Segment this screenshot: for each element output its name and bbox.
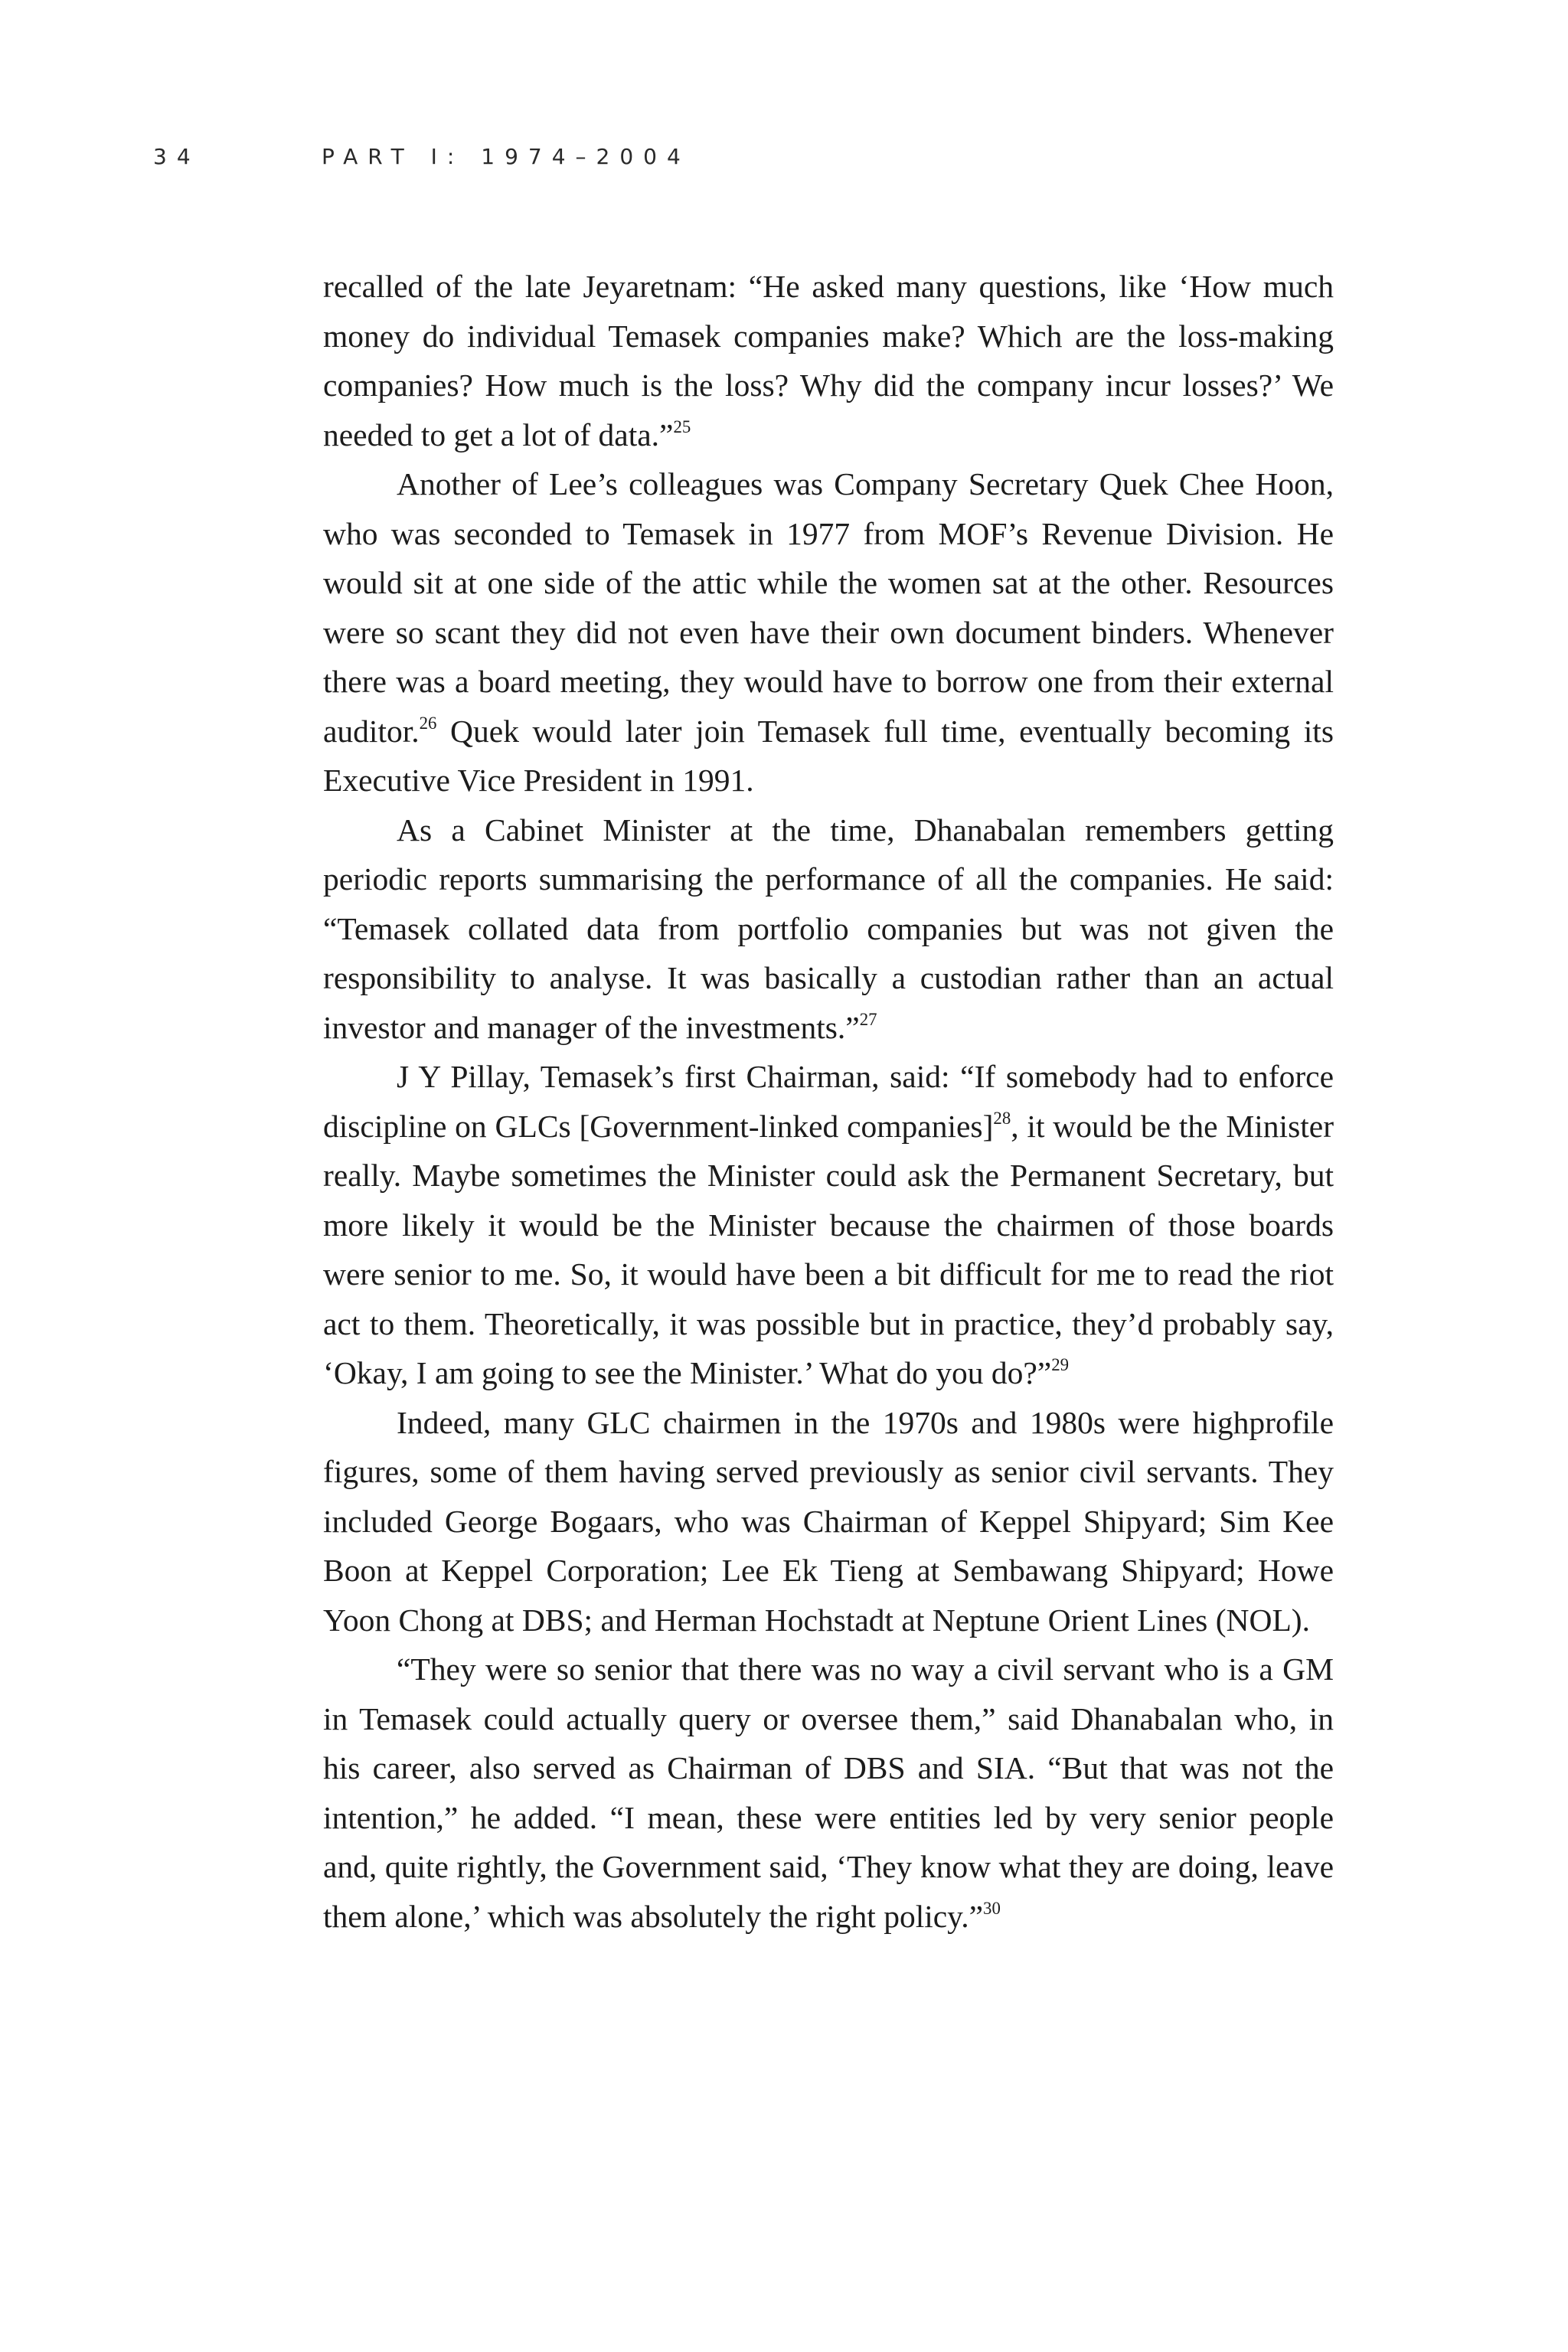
running-head: [0, 144, 1568, 175]
footnote-marker: 26: [419, 713, 437, 733]
paragraph-text: As a Cabinet Minister at the time, Dhanabalan remembers getting periodic reports summarising the performance of all the companies. He said: “Temasek collated data from portfolio companies but was not given the responsibility to analyse. It was basically a custodian rather than an actual investor and manager of the investments.”: [323, 812, 1334, 1045]
paragraph: [323, 262, 1334, 459]
paragraph: [323, 805, 1334, 1053]
paragraph-text: Indeed, many GLC chairmen in the 1970s and 1980s were highprofile figures, some of them having served previously as senior civil servants. They included George Bogaars, who was Chairman of Keppel Shipyard; Sim Kee Boon at Keppel Corporation; Lee Ek Tieng at Sembawang Shipyard; Howe Yoon Chong at DBS; and Herman Hochstadt at Neptune Orient Lines (NOL).: [323, 1404, 1334, 1638]
body-text: [323, 262, 1334, 1941]
paragraph-text: Another of Lee’s colleagues was Company Secretary Quek Chee Hoon, who was seconded to Temasek in 1977 from MOF’s Revenue Division. He would sit at one side of the attic while the women sat at the other. Resources were so scant they did not even have their own document binders. Whenever there was a board meeting, they would have to borrow one from their external auditor.: [323, 466, 1334, 749]
footnote-marker: 30: [983, 1898, 1001, 1918]
footnote-marker: 25: [673, 416, 691, 436]
footnote-marker: 29: [1051, 1354, 1070, 1374]
paragraph-text: recalled of the late Jeyaretnam: “He asked many questions, like ‘How much money do individual Temasek companies make? Which are the loss-making companies? How much is the loss? Why did the company incur losses?’ We needed to get a lot of data.”: [323, 269, 1334, 452]
footnote-marker: 27: [859, 1009, 877, 1029]
paragraph: [323, 1398, 1334, 1645]
part-title: PART I: 1974–2004: [322, 144, 691, 169]
paragraph: [323, 1052, 1334, 1398]
paragraph-text: J Y Pillay, Temasek’s first Chairman, said: “If somebody had to enforce discipline on GLCs [Government-linked companies]: [323, 1059, 1334, 1144]
paragraph: [323, 459, 1334, 805]
paragraph-text: Quek would later join Temasek full time, eventually becoming its Executive Vice President in 1991.: [323, 713, 1334, 798]
page-number: 34: [153, 144, 201, 169]
paragraph: [323, 1645, 1334, 1941]
paragraph-text: , it would be the Minister really. Maybe sometimes the Minister could ask the Permanent Secretary, but more likely it would be the Minister because the chairmen of those boards were senior to me. So, it would have been a bit difficult for me to read the riot act to them. Theoretically, it was possible but in practice, they’d probably say, ‘Okay, I am going to see the Minister.’ What do you do?”: [323, 1108, 1334, 1390]
paragraph-text: “They were so senior that there was no way a civil servant who is a GM in Temasek could actually query or oversee them,” said Dhanabalan who, in his career, also served as Chairman of DBS and SIA. “But that was not the intention,” he added. “I mean, these were entities led by very senior people and, quite rightly, the Government said, ‘They know what they are doing, leave them alone,’ which was absolutely the right policy.”: [323, 1651, 1334, 1934]
footnote-marker: 28: [993, 1108, 1011, 1128]
